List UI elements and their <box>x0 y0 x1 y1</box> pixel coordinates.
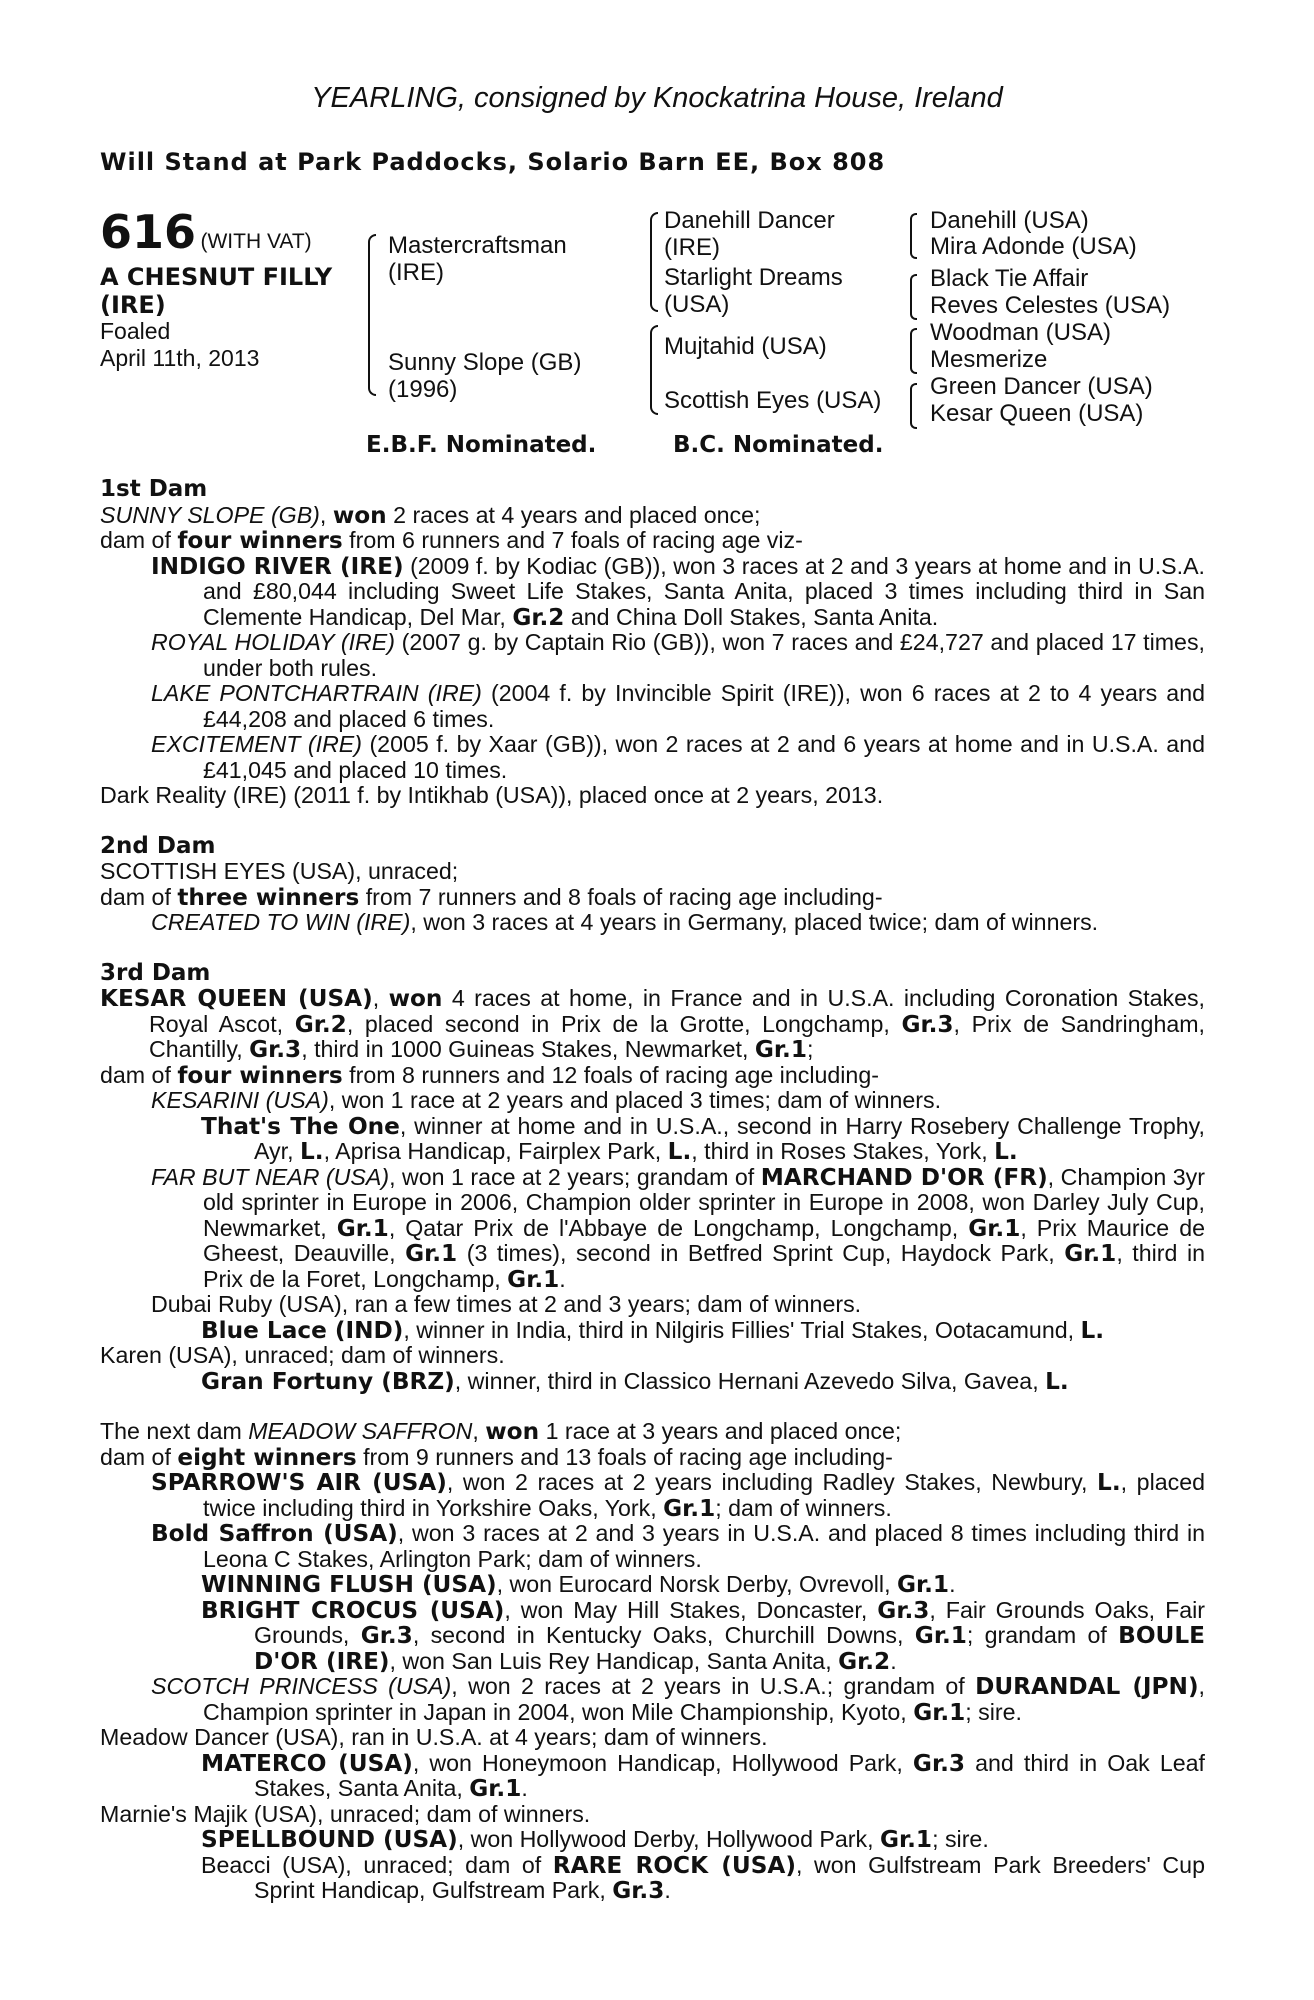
horse-name: BRIGHT CROCUS (USA) <box>201 1596 505 1624</box>
horse-name: MEADOW SAFFRON <box>248 1418 473 1444</box>
horse-name: Gran Fortuny (BRZ) <box>201 1367 455 1395</box>
won-text: won <box>485 1418 540 1445</box>
produce-entry <box>100 1165 1205 1293</box>
brace-g4 <box>910 383 917 429</box>
horse-name: That's The One <box>201 1112 400 1140</box>
produce-entry <box>100 630 1205 681</box>
sire-origin: (IRE) <box>388 259 444 286</box>
produce-entry <box>100 1369 1205 1395</box>
section-heading-2nd-dam: 2nd Dam <box>100 832 216 859</box>
grade: Gr.1 <box>896 1571 950 1598</box>
winners-count: eight winners <box>177 1443 357 1471</box>
pedigree-dam-sire: Mujtahid (USA) <box>664 333 827 360</box>
horse-name: DURANDAL (JPN) <box>975 1673 1199 1700</box>
text: , won 1 race at 2 years; grandam of <box>389 1163 761 1190</box>
text: , won Gulfstream Park Breeders' Cup Sprint Handicap, Gulfstream Park, <box>254 1851 1205 1903</box>
produce-entry <box>100 1470 1205 1521</box>
grade: L. <box>667 1138 692 1165</box>
text: and third in Oak Leaf Stakes, Santa Anita, <box>254 1749 1205 1801</box>
produce-entry <box>100 1572 1205 1598</box>
horse-name: BOULE D'OR (IRE) <box>254 1622 1205 1675</box>
spacer <box>100 1394 1205 1419</box>
dam1-line2 <box>100 528 1205 554</box>
text: ; sire. <box>932 1826 989 1852</box>
dam2-line2 <box>100 885 1205 911</box>
grade: Gr.1 <box>913 1698 966 1726</box>
brace-g1 <box>910 213 917 259</box>
text: 4 races at home, in France and in U.S.A. including Coronation Stakes, Royal Ascot, <box>149 985 1206 1037</box>
text: , Qatar Prix de l'Abbaye de Longchamp, Longchamp, <box>388 1214 969 1241</box>
horse-name: LAKE PONTCHARTRAIN (IRE) <box>151 680 482 706</box>
pedigree-dam <box>388 349 581 403</box>
text: , won 2 races at 2 years in U.S.A.; grandam of <box>451 1673 976 1699</box>
text: , Champion 3yr old sprinter in Europe in 2006, Champion older sprinter in Europe in 2008, won Darley July Cup, Newmarket, <box>203 1163 1206 1241</box>
pedigree-g3-4: Reves Celestes (USA) <box>930 292 1171 319</box>
horse-name: KESAR QUEEN (USA) <box>100 985 373 1012</box>
grade: Gr.1 <box>336 1214 389 1242</box>
text: . <box>949 1571 956 1597</box>
grade: Gr.2 <box>512 603 565 631</box>
won-text: won <box>388 985 443 1012</box>
bc-nomination: B.C. Nominated. <box>673 432 884 458</box>
pedigree-g3-6: Mesmerize <box>930 346 1048 373</box>
text: , <box>319 501 333 528</box>
produce-entry <box>100 1598 1205 1675</box>
brace-sire <box>650 212 658 312</box>
produce-entry: Dark Reality (IRE) (2011 f. by Intikhab (USA)), placed once at 2 years, 2013. <box>100 782 884 808</box>
text: The next dam <box>100 1418 249 1444</box>
horse-name: ROYAL HOLIDAY (IRE) <box>151 629 395 655</box>
grade: L. <box>1080 1316 1105 1344</box>
text: ; sire. <box>965 1698 1022 1725</box>
text: dam of <box>100 1443 178 1470</box>
produce-entry <box>100 910 1205 936</box>
pedigree-g3-2: Mira Adonde (USA) <box>930 233 1137 260</box>
grade: L. <box>299 1138 324 1165</box>
won-text: won <box>332 501 387 529</box>
horse-name: INDIGO RIVER (IRE) <box>151 552 404 580</box>
text: , winner, third in Classico Hernani Azevedo Silva, Gavea, <box>454 1367 1046 1394</box>
grade: Gr.3 <box>912 1749 966 1777</box>
horse-name: RARE ROCK (USA) <box>552 1851 796 1879</box>
sire-sire-origin: (IRE) <box>664 234 720 261</box>
text: , won 3 races at 2 and 3 years in U.S.A. and placed 8 times including third in Leona C Stakes, Arlington Park; dam of winners. <box>203 1520 1206 1572</box>
text: (3 times), second in Betfred Sprint Cup, Haydock Park, <box>457 1240 1065 1266</box>
produce-entry: Karen (USA), unraced; dam of winners. <box>100 1342 505 1368</box>
text: dam of <box>100 1061 178 1088</box>
horse-name: SPELLBOUND (USA) <box>201 1826 458 1853</box>
grade: Gr.1 <box>469 1775 522 1802</box>
grade: Gr.1 <box>879 1826 933 1853</box>
brace-main <box>368 234 376 396</box>
brace-dam <box>650 325 658 415</box>
pedigree-sire-dam <box>664 264 843 318</box>
pedigree-g3-8: Kesar Queen (USA) <box>930 400 1144 427</box>
text: , third in Roses Stakes, York, <box>691 1138 995 1164</box>
text: , Fair Grounds Oaks, Fair Grounds, <box>254 1596 1206 1648</box>
dam3-line2 <box>100 1063 1205 1089</box>
pedigree-g3-3: Black Tie Affair <box>930 265 1089 292</box>
lot-number-block <box>100 205 312 259</box>
text: dam of <box>100 527 178 553</box>
text: from 7 runners and 8 foals of racing age including- <box>359 883 883 910</box>
text: , won 1 race at 2 years and placed 3 times; dam of winners. <box>328 1087 942 1113</box>
text: (2007 g. by Captain Rio (GB)), won 7 races and £24,727 and placed 17 times, under both rules. <box>203 629 1205 681</box>
grade: Gr.1 <box>1064 1240 1117 1267</box>
horse-name: Blue Lace (IND) <box>201 1316 404 1344</box>
foaled-date: April 11th, 2013 <box>100 345 260 371</box>
produce-entry <box>100 732 1205 783</box>
horse-name: KESARINI (USA) <box>151 1087 329 1113</box>
grade: Gr.1 <box>507 1265 560 1293</box>
text: from 9 runners and 13 foals of racing age including- <box>356 1443 893 1470</box>
produce-entry: Dubai Ruby (USA), ran a few times at 2 and 3 years; dam of winners. <box>151 1291 862 1317</box>
grade: Gr.1 <box>405 1240 458 1267</box>
produce-entry <box>100 1318 1205 1344</box>
vat-note: (WITH VAT) <box>200 230 312 253</box>
dam3-line1 <box>100 986 1205 1063</box>
text: (2005 f. by Xaar (GB)), won 2 races at 2 and 6 years at home and in U.S.A. and £41,045 and placed 10 times. <box>203 731 1205 783</box>
text: . <box>521 1775 528 1801</box>
lot-description <box>100 263 332 319</box>
text: , Prix de Sandringham, Chantilly, <box>149 1010 1205 1062</box>
text: Beacci (USA), unraced; dam of <box>201 1851 553 1878</box>
dam2-line1: SCOTTISH EYES (USA), unraced; <box>100 858 459 884</box>
produce-entry <box>100 1751 1205 1802</box>
grade: L. <box>1097 1469 1121 1496</box>
text: (2009 f. by Kodiac (GB)), won 3 races at 2 and 3 years at home and in U.S.A. and £80,044 including Sweet Life Stakes, Santa Anita, placed 3 times including third in San Clemente Handicap, Del Mar, <box>203 552 1205 630</box>
produce-entry <box>100 1114 1205 1165</box>
catalogue-body <box>100 477 1205 1904</box>
spacer <box>100 936 1205 961</box>
produce-entry <box>100 1853 1205 1904</box>
text: . <box>664 1877 671 1903</box>
produce-entry: Meadow Dancer (USA), ran in U.S.A. at 4 years; dam of winners. <box>100 1724 768 1750</box>
text: and China Doll Stakes, Santa Anita. <box>564 603 939 630</box>
text: , won Honeymoon Handicap, Hollywood Park, <box>412 1749 913 1776</box>
winners-count: four winners <box>177 527 343 554</box>
pedigree-g3-7: Green Dancer (USA) <box>930 373 1153 400</box>
text: ; <box>806 1036 814 1062</box>
text: , third in Prix de la Foret, Longchamp, <box>203 1240 1205 1292</box>
text: , placed twice including third in Yorkshire Oaks, York, <box>203 1469 1205 1521</box>
produce-entry <box>100 1521 1205 1572</box>
sire-dam-name: Starlight Dreams <box>664 264 843 291</box>
brace-g2 <box>910 274 917 320</box>
text: , <box>372 985 389 1011</box>
grade: Gr.2 <box>838 1647 891 1675</box>
foaled-label: Foaled <box>100 318 171 344</box>
dam-name: Sunny Slope (GB) <box>388 349 582 376</box>
text: , Champion sprinter in Japan in 2004, won Mile Championship, Kyoto, <box>203 1673 1205 1725</box>
horse-name: EXCITEMENT (IRE) <box>151 731 362 757</box>
grade: L. <box>1045 1367 1069 1395</box>
pedigree-sire-sire <box>664 207 835 261</box>
ebf-nomination: E.B.F. Nominated. <box>366 432 597 458</box>
horse-name: FAR BUT NEAR (USA) <box>151 1163 390 1190</box>
text: , second in Kentucky Oaks, Churchill Downs, <box>412 1622 915 1648</box>
page-title: YEARLING, consigned by Knockatrina House, Ireland <box>311 82 1003 114</box>
lot-description-line2: (IRE) <box>100 291 166 319</box>
text: 2 races at 4 years and placed once; <box>386 501 761 528</box>
winners-count: three winners <box>177 883 360 911</box>
horse-name: MATERCO (USA) <box>201 1749 413 1777</box>
text: , won Eurocard Norsk Derby, Ovrevoll, <box>496 1571 897 1597</box>
next-dam-line2 <box>100 1445 1205 1471</box>
pedigree-g3-5: Woodman (USA) <box>930 319 1111 346</box>
horse-name: WINNING FLUSH (USA) <box>201 1571 497 1598</box>
grade: Gr.1 <box>968 1214 1021 1242</box>
grade: Gr.3 <box>901 1010 954 1038</box>
text: , <box>472 1418 486 1444</box>
grade: Gr.3 <box>249 1036 302 1063</box>
produce-entry <box>100 1674 1205 1725</box>
foaled-info <box>100 318 259 372</box>
stand-location: Will Stand at Park Paddocks, Solario Barn EE, Box 808 <box>100 148 886 176</box>
grade: Gr.3 <box>612 1877 665 1904</box>
pedigree-dam-dam: Scottish Eyes (USA) <box>664 387 882 414</box>
text: dam of <box>100 883 178 910</box>
text: , winner at home and in U.S.A., second in Harry Rosebery Challenge Trophy, Ayr, <box>254 1112 1205 1164</box>
text: 1 race at 3 years and placed once; <box>539 1418 902 1444</box>
sire-dam-origin: (USA) <box>664 291 730 318</box>
text: , winner in India, third in Nilgiris Fillies' Trial Stakes, Ootacamund, <box>403 1316 1081 1343</box>
pedigree-g3-1: Danehill (USA) <box>930 207 1089 234</box>
next-dam-line1 <box>100 1419 1205 1445</box>
text: from 8 runners and 12 foals of racing age including- <box>342 1061 879 1088</box>
produce-entry <box>100 681 1205 732</box>
text: , won San Luis Rey Handicap, Santa Anita, <box>389 1647 839 1674</box>
text: . <box>890 1647 897 1674</box>
text: , Aprisa Handicap, Fairplex Park, <box>323 1138 668 1164</box>
horse-name: Bold Saffron (USA) <box>151 1520 398 1547</box>
pedigree-sire <box>388 232 567 286</box>
section-heading-1st-dam: 1st Dam <box>100 476 208 502</box>
horse-name: SPARROW'S AIR (USA) <box>151 1469 447 1496</box>
section-heading-3rd-dam: 3rd Dam <box>100 959 211 986</box>
sire-sire-name: Danehill Dancer <box>664 207 835 234</box>
grade: Gr.3 <box>877 1596 930 1624</box>
grade: Gr.2 <box>294 1010 347 1038</box>
text: , won 2 races at 2 years including Radley Stakes, Newbury, <box>446 1469 1098 1495</box>
grade: Gr.1 <box>754 1036 807 1063</box>
dam1-name: SUNNY SLOPE (GB) <box>100 501 320 528</box>
dam1-line1 <box>100 503 1205 529</box>
produce-entry <box>100 554 1205 631</box>
grade: Gr.1 <box>914 1622 967 1649</box>
grade: Gr.3 <box>360 1622 413 1649</box>
horse-name: SCOTCH PRINCESS (USA) <box>151 1673 452 1699</box>
text: , third in 1000 Guineas Stakes, Newmarket, <box>301 1036 755 1062</box>
horse-name: MARCHAND D'OR (FR) <box>760 1163 1048 1191</box>
brace-g3 <box>910 328 917 374</box>
text: , placed second in Prix de la Grotte, Longchamp, <box>346 1010 902 1037</box>
text: , Prix Maurice de Gheest, Deauville, <box>203 1214 1206 1266</box>
text: . <box>559 1265 566 1292</box>
sire-name: Mastercraftsman <box>388 232 567 259</box>
text: ; dam of winners. <box>715 1494 892 1521</box>
text: ; grandam of <box>966 1622 1119 1648</box>
horse-name: CREATED TO WIN (IRE) <box>151 909 411 935</box>
spacer <box>100 809 1205 834</box>
produce-entry <box>100 1088 1205 1114</box>
produce-entry <box>100 1827 1205 1853</box>
lot-description-line1: A CHESNUT FILLY <box>100 263 333 291</box>
dam-year: (1996) <box>388 376 458 403</box>
text: (2004 f. by Invincible Spirit (IRE)), won 6 races at 2 to 4 years and £44,208 and placed 6 times. <box>203 680 1205 732</box>
grade: L. <box>994 1138 1018 1165</box>
grade: Gr.1 <box>663 1494 716 1522</box>
text: , won 3 races at 4 years in Germany, placed twice; dam of winners. <box>410 909 1099 935</box>
text: , won Hollywood Derby, Hollywood Park, <box>457 1826 880 1852</box>
winners-count: four winners <box>177 1061 343 1089</box>
produce-entry: Marnie's Majik (USA), unraced; dam of winners. <box>100 1800 591 1827</box>
text: , won May Hill Stakes, Doncaster, <box>504 1596 878 1623</box>
text: from 6 runners and 7 foals of racing age viz- <box>342 527 803 553</box>
lot-number: 616 <box>100 205 197 259</box>
